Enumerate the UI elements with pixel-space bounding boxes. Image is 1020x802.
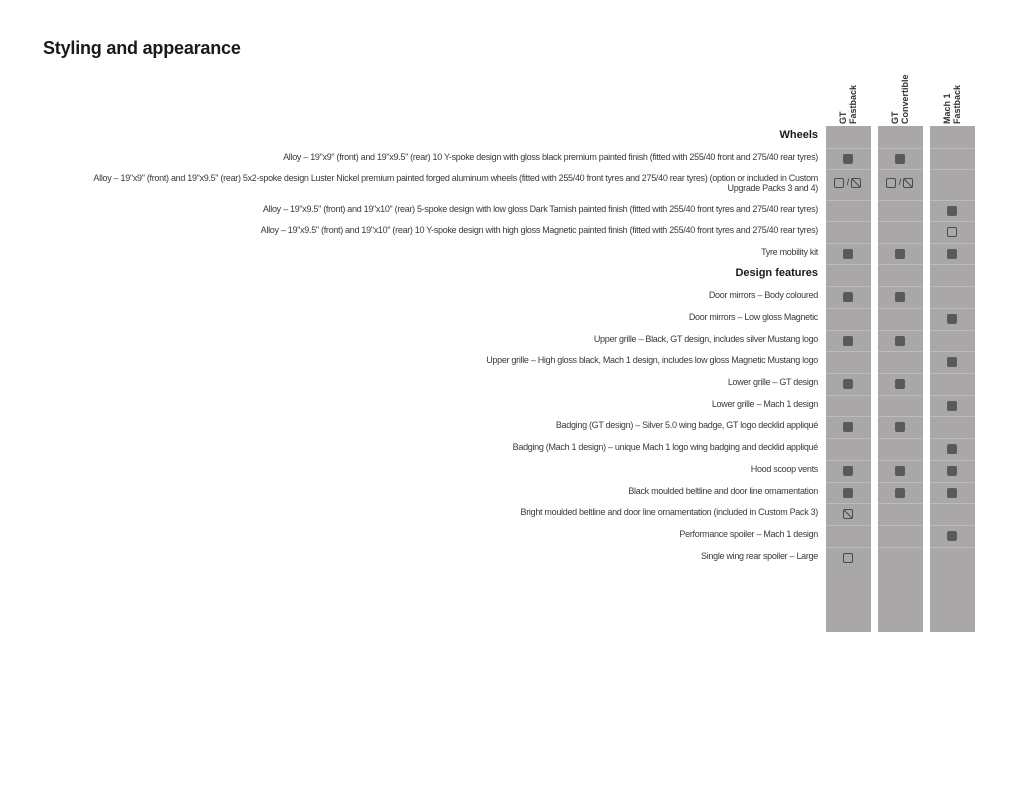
feature-label-text: Lower grille – Mach 1 design bbox=[711, 399, 818, 409]
row-separator bbox=[930, 525, 975, 526]
feature-label-text: Door mirrors – Low gloss Magnetic bbox=[688, 312, 818, 322]
row-separator bbox=[878, 503, 923, 504]
column-header-mach1-fastback bbox=[930, 40, 975, 124]
row-separator bbox=[930, 169, 975, 170]
filled-mark bbox=[947, 357, 957, 367]
outline-mark bbox=[947, 227, 957, 237]
feature-label-text: Alloy – 19"x9" (front) and 19"x9.5" (rear) 10 Y-spoke design with gloss black premium painted finish (fitted with 255/40 front and 275/40 rear tyres) bbox=[283, 152, 818, 162]
filled-mark bbox=[947, 466, 957, 476]
row-separator bbox=[826, 243, 871, 244]
feature-label bbox=[40, 551, 818, 561]
feature-label-text-continued: Upgrade Packs 3 and 4) bbox=[727, 183, 818, 193]
column-header-gt-fastback bbox=[826, 40, 871, 124]
feature-label-text: Performance spoiler – Mach 1 design bbox=[679, 529, 818, 539]
row-separator bbox=[878, 395, 923, 396]
filled-mark bbox=[947, 444, 957, 454]
mark-divider: / bbox=[846, 177, 850, 187]
crossed-mark bbox=[843, 509, 853, 519]
row-separator bbox=[826, 330, 871, 331]
filled-mark bbox=[843, 292, 853, 302]
row-separator bbox=[930, 330, 975, 331]
filled-mark bbox=[895, 488, 905, 498]
section-heading bbox=[40, 130, 818, 140]
row-separator bbox=[826, 438, 871, 439]
row-separator bbox=[930, 243, 975, 244]
feature-label bbox=[40, 420, 818, 430]
feature-label bbox=[40, 334, 818, 344]
row-separator bbox=[930, 221, 975, 222]
row-separator bbox=[930, 148, 975, 149]
row-separator bbox=[878, 200, 923, 201]
row-separator bbox=[826, 373, 871, 374]
crossed-mark bbox=[903, 178, 913, 188]
row-separator bbox=[930, 482, 975, 483]
row-separator bbox=[878, 416, 923, 417]
feature-label-text: Alloy – 19"x9.5" (front) and 19"x10" (rear) 5-spoke design with low gloss Dark Tarnish painted finish (fitted with 255/40 front tyres and 275/40 rear tyres) bbox=[262, 204, 818, 214]
row-separator bbox=[826, 148, 871, 149]
feature-label bbox=[40, 312, 818, 322]
outline-mark bbox=[843, 553, 853, 563]
feature-label-text: Door mirrors – Body coloured bbox=[708, 290, 818, 300]
feature-label bbox=[40, 377, 818, 387]
column-header-line1: GT bbox=[838, 111, 848, 124]
row-separator bbox=[826, 503, 871, 504]
column-header-line1: GT bbox=[890, 111, 900, 124]
filled-mark bbox=[895, 292, 905, 302]
column-header-gt-convertible bbox=[878, 40, 923, 124]
row-separator bbox=[878, 330, 923, 331]
row-separator bbox=[878, 547, 923, 548]
outline-mark bbox=[834, 178, 844, 188]
row-separator bbox=[930, 308, 975, 309]
row-separator bbox=[930, 286, 975, 287]
row-separator bbox=[826, 286, 871, 287]
row-separator bbox=[930, 547, 975, 548]
row-separator bbox=[826, 525, 871, 526]
filled-mark bbox=[895, 466, 905, 476]
column-mach1-fastback bbox=[930, 126, 975, 632]
feature-label-text: Upper grille – Black, GT design, includes silver Mustang logo bbox=[593, 334, 818, 344]
feature-label-text: Alloy – 19"x9" (front) and 19"x9.5" (rear) 5x2-spoke design Luster Nickel premium painted forged aluminum wheels (fitted with 255/40 front tyres and 275/40 rear tyres) (option or included in Custom bbox=[93, 173, 818, 183]
row-separator bbox=[878, 169, 923, 170]
feature-label bbox=[40, 507, 818, 517]
filled-mark bbox=[947, 206, 957, 216]
filled-mark bbox=[947, 249, 957, 259]
feature-label-text: Black moulded beltline and door line ornamentation bbox=[628, 486, 818, 496]
feature-label bbox=[40, 529, 818, 539]
feature-label-text: Badging (GT design) – Silver 5.0 wing badge, GT logo decklid appliqué bbox=[555, 420, 818, 430]
page-title: Styling and appearance bbox=[43, 38, 241, 58]
filled-mark bbox=[843, 154, 853, 164]
mark-divider: / bbox=[898, 177, 902, 187]
feature-label-text: Wheels bbox=[779, 129, 818, 141]
filled-mark bbox=[947, 314, 957, 324]
row-separator bbox=[878, 482, 923, 483]
crossed-mark bbox=[851, 178, 861, 188]
feature-label bbox=[40, 464, 818, 474]
feature-label-text: Tyre mobility kit bbox=[761, 247, 818, 257]
feature-label bbox=[40, 173, 818, 193]
column-header-line2: Convertible bbox=[900, 74, 910, 124]
row-separator bbox=[826, 264, 871, 265]
row-separator bbox=[826, 351, 871, 352]
filled-mark bbox=[947, 531, 957, 541]
feature-label bbox=[40, 399, 818, 409]
row-separator bbox=[826, 200, 871, 201]
feature-label bbox=[40, 225, 818, 235]
filled-mark bbox=[895, 154, 905, 164]
column-header-line2: Fastback bbox=[848, 84, 858, 124]
row-separator bbox=[878, 438, 923, 439]
feature-label bbox=[40, 204, 818, 214]
row-separator bbox=[930, 264, 975, 265]
row-separator bbox=[826, 221, 871, 222]
filled-mark bbox=[895, 422, 905, 432]
filled-mark bbox=[843, 249, 853, 259]
filled-mark bbox=[947, 401, 957, 411]
feature-label bbox=[40, 247, 818, 257]
row-separator bbox=[878, 243, 923, 244]
row-separator bbox=[878, 308, 923, 309]
feature-label bbox=[40, 152, 818, 162]
row-separator bbox=[930, 373, 975, 374]
filled-mark bbox=[947, 488, 957, 498]
row-separator bbox=[878, 221, 923, 222]
feature-label-text: Single wing rear spoiler – Large bbox=[701, 551, 818, 561]
row-separator bbox=[878, 460, 923, 461]
feature-label bbox=[40, 486, 818, 496]
feature-label-text: Design features bbox=[735, 267, 818, 279]
feature-label-text: Hood scoop vents bbox=[750, 464, 818, 474]
feature-label-text: Lower grille – GT design bbox=[727, 377, 818, 387]
row-separator bbox=[878, 525, 923, 526]
row-separator bbox=[826, 308, 871, 309]
row-separator bbox=[878, 351, 923, 352]
column-header-line2: Fastback bbox=[952, 84, 962, 124]
feature-label-text: Badging (Mach 1 design) – unique Mach 1 logo wing badging and decklid appliqué bbox=[512, 442, 818, 452]
row-separator bbox=[930, 395, 975, 396]
row-separator bbox=[878, 264, 923, 265]
feature-label bbox=[40, 442, 818, 452]
feature-label bbox=[40, 290, 818, 300]
filled-mark bbox=[843, 336, 853, 346]
row-separator bbox=[930, 416, 975, 417]
filled-mark bbox=[895, 379, 905, 389]
row-separator bbox=[826, 395, 871, 396]
row-separator bbox=[826, 169, 871, 170]
row-separator bbox=[930, 200, 975, 201]
feature-label-text: Bright moulded beltline and door line ornamentation (included in Custom Pack 3) bbox=[520, 507, 818, 517]
filled-mark bbox=[843, 379, 853, 389]
filled-mark bbox=[843, 488, 853, 498]
row-separator bbox=[930, 503, 975, 504]
row-separator bbox=[930, 438, 975, 439]
row-separator bbox=[826, 460, 871, 461]
feature-label-text: Upper grille – High gloss black, Mach 1 design, includes low gloss Magnetic Mustang logo bbox=[486, 355, 818, 365]
column-header-line1: Mach 1 bbox=[942, 93, 952, 124]
row-separator bbox=[826, 482, 871, 483]
feature-label-text: Alloy – 19"x9.5" (front) and 19"x10" (rear) 10 Y-spoke design with high gloss Magnetic painted finish (fitted with 255/40 front tyres and 275/40 rear tyres) bbox=[260, 225, 818, 235]
row-separator bbox=[826, 416, 871, 417]
filled-mark bbox=[895, 249, 905, 259]
section-heading bbox=[40, 268, 818, 278]
filled-mark bbox=[843, 466, 853, 476]
row-separator bbox=[878, 148, 923, 149]
filled-mark bbox=[895, 336, 905, 346]
row-separator bbox=[878, 286, 923, 287]
row-separator bbox=[930, 351, 975, 352]
row-separator bbox=[878, 373, 923, 374]
row-separator bbox=[826, 547, 871, 548]
filled-mark bbox=[843, 422, 853, 432]
feature-label bbox=[40, 355, 818, 365]
outline-mark bbox=[886, 178, 896, 188]
row-separator bbox=[930, 460, 975, 461]
